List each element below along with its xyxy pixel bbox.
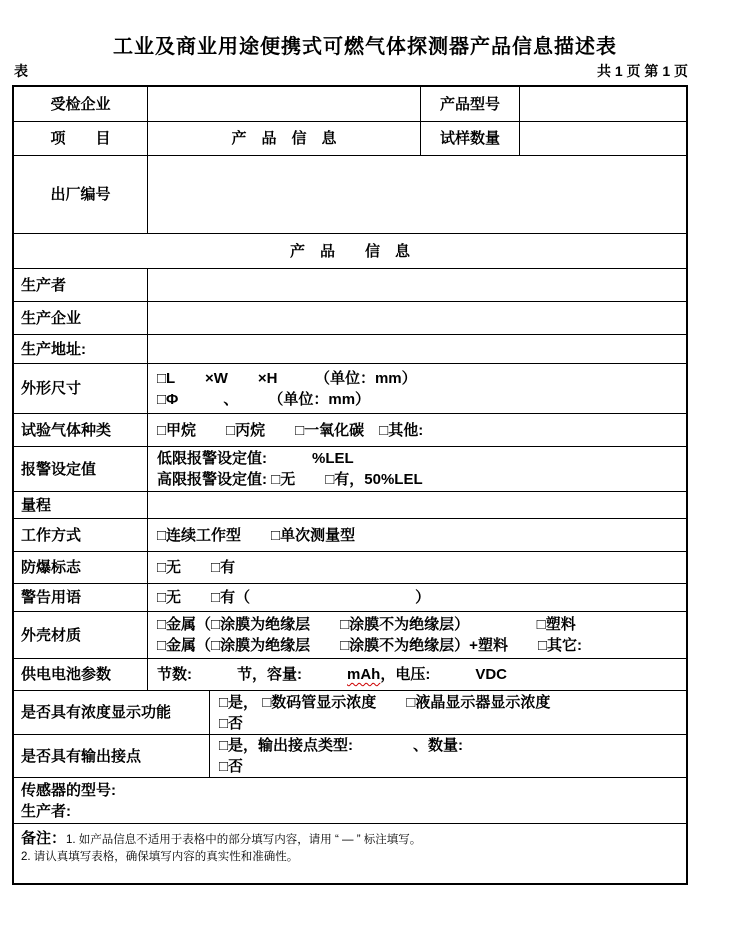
dimensions-label: 外形尺寸 xyxy=(21,380,82,397)
row-battery xyxy=(14,658,686,690)
product-model-label: 产品型号 xyxy=(420,87,519,121)
row-manufacturer xyxy=(14,301,686,334)
row-shell-material xyxy=(14,611,686,658)
producer-label: 生产者 xyxy=(21,276,67,294)
sample-qty-label: 试样数量 xyxy=(420,122,519,155)
page-count-label: 共 1 页 第 1 页 xyxy=(596,63,688,79)
battery-text-pre: 节数: 节，容量: xyxy=(157,666,347,683)
product-model-input[interactable] xyxy=(519,87,686,121)
concentration-display-label: 是否具有浓度显示功能 xyxy=(21,704,172,721)
product-info-table xyxy=(12,85,688,885)
explosion-proof-options[interactable]: □无 □有 xyxy=(147,552,686,583)
sample-qty-input[interactable] xyxy=(519,122,686,155)
concentration-display-line2: □否 xyxy=(219,714,244,732)
output-contact-line1: □是，输出接点类型: 、数量: xyxy=(219,737,464,754)
row-remarks xyxy=(14,823,686,883)
output-contact-label: 是否具有输出接点 xyxy=(21,747,142,765)
address-input[interactable] xyxy=(147,335,686,363)
sensor-producer-label: 生产者: xyxy=(21,802,71,820)
battery-text-post: ，电压: VDC xyxy=(380,666,508,683)
inspected-company-input[interactable] xyxy=(147,87,420,121)
warning-words-options[interactable]: □无 □有（ ） xyxy=(147,584,686,611)
remarks-title: 备注： xyxy=(21,830,67,847)
manufacturer-label: 生产企业 xyxy=(21,309,82,327)
shell-material-label: 外壳材质 xyxy=(21,626,82,644)
row-section-header xyxy=(14,233,686,268)
row-gas-types xyxy=(14,413,686,446)
remarks-note2: 2. 请认真填写表格，确保填写内容的真实性和准确性。 xyxy=(21,851,299,863)
factory-no-label: 出厂编号 xyxy=(50,186,111,203)
row-work-mode xyxy=(14,518,686,551)
row-item-header xyxy=(14,121,686,155)
manufacturer-input[interactable] xyxy=(147,302,686,334)
product-info-section-title: 产 品 信 息 xyxy=(289,242,410,260)
sensor-fields[interactable] xyxy=(14,778,686,823)
shell-material-line1: □金属（□涂膜为绝缘层 □涂膜不为绝缘层） □塑料 xyxy=(157,616,576,633)
remarks-line1 xyxy=(21,828,686,849)
gas-types-label: 试验气体种类 xyxy=(21,421,112,439)
inspected-company-label: 受检企业 xyxy=(50,95,111,113)
gas-types-options[interactable]: □甲烷 □丙烷 □一氧化碳 □其他: xyxy=(147,414,686,446)
range-input[interactable] xyxy=(147,492,686,518)
row-sensor xyxy=(14,777,686,823)
range-label: 量程 xyxy=(21,496,52,514)
dimensions-line1: □L ×W ×H （单位：mm） xyxy=(157,369,417,387)
battery-input[interactable] xyxy=(147,659,686,690)
work-mode-label: 工作方式 xyxy=(21,526,82,544)
row-dimensions xyxy=(14,363,686,413)
battery-label: 供电电池参数 xyxy=(21,666,112,683)
concentration-display-line1: □是， □数码管显示浓度 □液晶显示器显示浓度 xyxy=(219,693,551,711)
work-mode-options[interactable]: □连续工作型 □单次测量型 xyxy=(147,519,686,551)
concentration-display-options[interactable] xyxy=(209,691,686,734)
row-concentration-display xyxy=(14,690,686,734)
row-inspected-company xyxy=(14,87,686,121)
shell-material-line2: □金属（□涂膜为绝缘层 □涂膜不为绝缘层）+塑料 □其它: xyxy=(157,637,582,654)
address-label: 生产地址: xyxy=(21,340,86,358)
explosion-proof-label: 防爆标志 xyxy=(21,559,82,576)
row-producer xyxy=(14,268,686,301)
output-contact-options[interactable] xyxy=(209,735,686,777)
producer-input[interactable] xyxy=(147,269,686,301)
sensor-model-label: 传感器的型号: xyxy=(21,781,116,799)
output-contact-line2: □否 xyxy=(219,758,244,775)
row-alarm-setpoint xyxy=(14,446,686,491)
row-range xyxy=(14,491,686,518)
warning-words-label: 警告用语 xyxy=(21,589,82,606)
remarks-block xyxy=(14,824,686,883)
remarks-note1: 1. 如产品信息不适用于表格中的部分填写内容，请用 “ — ” 标注填写。 xyxy=(66,834,422,846)
battery-text-mah-spellcheck: mAh xyxy=(347,666,381,683)
dimensions-line2: □Φ 、 （单位：mm） xyxy=(157,390,371,408)
shell-material-options[interactable] xyxy=(147,612,686,658)
row-factory-no xyxy=(14,155,686,233)
row-warning-words xyxy=(14,583,686,611)
dimensions-options[interactable] xyxy=(147,364,686,413)
item-header-label: 项 目 xyxy=(50,130,111,147)
page-title: 工业及商业用途便携式可燃气体探测器产品信息描述表 xyxy=(113,36,617,58)
row-address xyxy=(14,334,686,363)
alarm-setpoint-label: 报警设定值 xyxy=(21,460,97,478)
alarm-setpoint-options[interactable] xyxy=(147,447,686,491)
alarm-high-line: 高限报警设定值: □无 □有，50%LEL xyxy=(157,471,423,488)
row-output-contact xyxy=(14,734,686,777)
table-word-label: 表 xyxy=(14,63,28,79)
product-info-column-label: 产 品 信 息 xyxy=(147,122,420,155)
factory-no-input[interactable] xyxy=(147,156,686,233)
row-explosion-proof xyxy=(14,551,686,583)
alarm-low-line: 低限报警设定值: %LEL xyxy=(157,450,354,467)
